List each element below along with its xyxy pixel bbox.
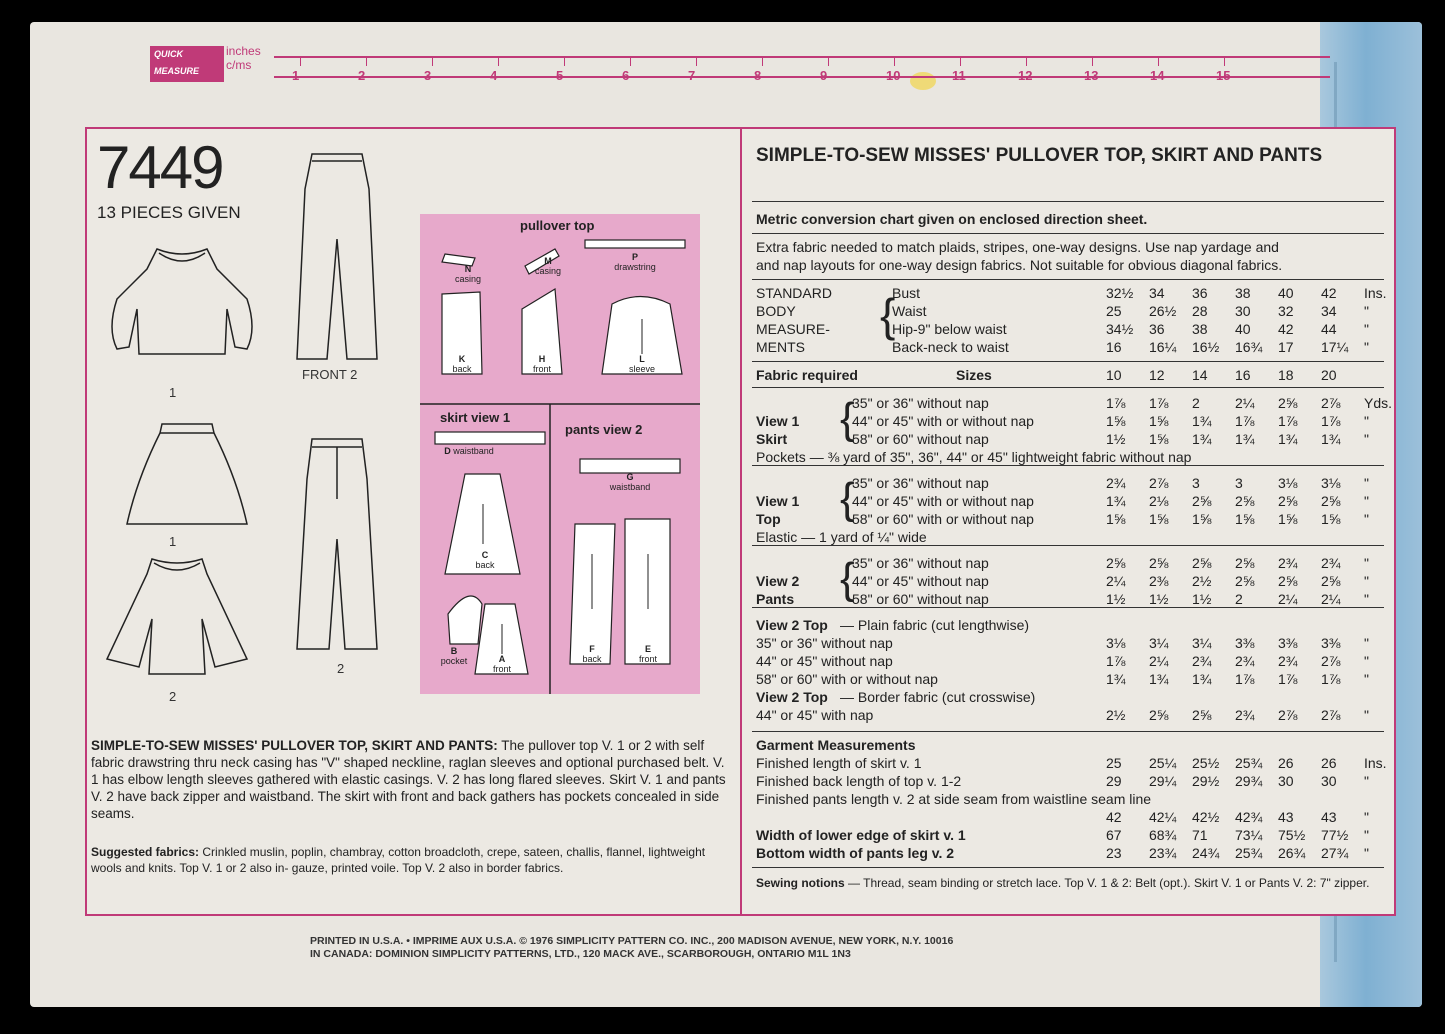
quick-measure-ruler [150, 44, 1330, 100]
pattern-envelope [30, 22, 1422, 1007]
fabric-width: 44" or 45" with or without nap [852, 493, 1034, 509]
value-cell: 2⅞ [1321, 653, 1341, 669]
view-label: View 1 [756, 493, 800, 509]
ruler-tick: 8 [754, 68, 762, 83]
value-cell: 1⅞ [1106, 653, 1126, 669]
garment-row: Bottom width of pants leg v. 2 [756, 845, 955, 861]
value-cell: 3⅜ [1278, 635, 1298, 651]
unit: " [1364, 635, 1369, 651]
value-cell: 1⅝ [1149, 413, 1169, 429]
ruler-unit-inches: inches [226, 44, 261, 58]
chart-rule [752, 465, 1384, 466]
fabric-width: 58" or 60" with or without nap [756, 671, 938, 687]
value-cell: 2¼ [1278, 591, 1298, 607]
ruler-tick: 10 [886, 68, 901, 83]
value-cell: 42 [1321, 285, 1337, 301]
value-cell: 2¾ [1192, 653, 1212, 669]
value-cell: 30 [1235, 303, 1251, 319]
view-label: Top [756, 511, 781, 527]
value-cell: 1½ [1106, 431, 1126, 447]
value-cell: 43 [1321, 809, 1337, 825]
value-cell: 3⅜ [1321, 635, 1341, 651]
value-cell: 1⅝ [1235, 511, 1255, 527]
value-cell: 2⅜ [1149, 573, 1169, 589]
value-cell: 29½ [1192, 773, 1220, 789]
value-cell: 42¾ [1235, 809, 1263, 825]
value-cell: 25 [1106, 755, 1122, 771]
value-cell: 1⅞ [1321, 671, 1341, 687]
ruler-tick: 6 [622, 68, 630, 83]
measure-name: Hip-9" below waist [892, 321, 1007, 337]
value-cell: 36 [1149, 321, 1165, 337]
unit: " [1364, 827, 1369, 843]
ruler-tick: 3 [424, 68, 432, 83]
value-cell: 1½ [1149, 591, 1169, 607]
value-cell: 2¼ [1106, 573, 1126, 589]
ruler-tick: 11 [952, 68, 966, 83]
value-cell: 3⅛ [1321, 475, 1341, 491]
sizes-label: Sizes [956, 367, 992, 383]
value-row [1106, 431, 1369, 447]
body-label: BODY [756, 303, 796, 319]
value-cell: 30 [1278, 773, 1294, 789]
value-row [1106, 339, 1369, 355]
fabric-width: 44" or 45" with nap [756, 707, 874, 723]
value-cell: 44 [1321, 321, 1337, 337]
value-cell: 2¾ [1278, 555, 1298, 571]
chart-rule [752, 607, 1384, 608]
value-cell: 26¾ [1278, 845, 1306, 861]
value-row [1106, 285, 1387, 301]
chart-rule [752, 387, 1384, 388]
value-cell: 2¼ [1149, 653, 1169, 669]
value-cell: 2⅞ [1321, 707, 1341, 723]
body-label: STANDARD [756, 285, 832, 301]
measure-name: Bust [892, 285, 921, 301]
value-cell: 16¼ [1149, 339, 1177, 355]
unit: " [1364, 511, 1369, 527]
ruler-tick: 15 [1216, 68, 1231, 83]
value-cell: 2⅝ [1278, 395, 1298, 411]
garment-row: Finished pants length v. 2 at side seam from waistline seam line [756, 791, 1152, 807]
value-cell: 38 [1235, 285, 1251, 301]
value-row [1106, 845, 1369, 861]
value-cell: 2⅝ [1192, 493, 1212, 509]
value-cell: 1¾ [1192, 431, 1212, 447]
quick-measure-badge: QUICK MEASURE [150, 46, 224, 82]
value-cell: 43 [1278, 809, 1294, 825]
chart-title: SIMPLE-TO-SEW MISSES' PULLOVER TOP, SKIRT AND PANTS [756, 145, 1323, 166]
value-cell: 23 [1106, 845, 1122, 861]
value-cell: 1⅞ [1235, 413, 1255, 429]
value-cell: 29¼ [1149, 773, 1177, 789]
sewing-notions: Sewing notions — Thread, seam binding or stretch lace. Top V. 1 & 2: Belt (opt.). Skirt V. 1 or Pants V. 2: 7" zipper. [756, 876, 1370, 890]
chart-rule [752, 279, 1384, 280]
value-cell: 71 [1192, 827, 1208, 843]
ruler-tick: 4 [490, 68, 498, 83]
value-cell: 3¼ [1192, 635, 1212, 651]
value-cell: 2⅝ [1235, 493, 1255, 509]
value-cell: 68¾ [1149, 827, 1177, 843]
value-cell: 42 [1278, 321, 1294, 337]
value-cell: 77½ [1321, 827, 1349, 843]
value-row [1106, 395, 1392, 411]
value-cell: 2⅞ [1321, 395, 1341, 411]
value-cell: 38 [1192, 321, 1208, 337]
value-cell: 16¾ [1235, 339, 1263, 355]
cut-note: — Border fabric (cut crosswise) [840, 689, 1036, 705]
value-row [1106, 511, 1369, 527]
group-note: Elastic — 1 yard of ¼" wide [756, 529, 927, 545]
brace: { [880, 289, 896, 341]
value-cell: 16½ [1192, 339, 1220, 355]
value-cell: 34½ [1106, 321, 1134, 337]
value-cell: 1⅞ [1235, 671, 1255, 687]
value-cell: 3 [1235, 475, 1243, 491]
value-cell: 2¼ [1321, 591, 1341, 607]
chart-rule [752, 201, 1384, 202]
unit: " [1364, 431, 1369, 447]
fabric-width: 44" or 45" without nap [756, 653, 893, 669]
value-cell: 30 [1321, 773, 1337, 789]
value-cell: 26 [1321, 755, 1337, 771]
copyright-footer: PRINTED IN U.S.A. • IMPRIME AUX U.S.A. © 1976 SIMPLICITY PATTERN CO. INC., 200 MADISON AVENUE, NEW YORK, N.Y. 10016 IN CANADA: DOMINION SIMPLICITY PATTERNS, LTD., 120 MACK AVE., SCARBOROUGH, ONTARIO M1L 1N3 [310, 935, 954, 960]
value-cell: 2¾ [1106, 475, 1126, 491]
value-cell: 1⅝ [1149, 511, 1169, 527]
fabric-width: 35" or 36" without nap [852, 395, 989, 411]
value-cell: 1⅞ [1278, 413, 1298, 429]
value-cell: 42½ [1192, 809, 1220, 825]
value-cell: 1½ [1106, 591, 1126, 607]
value-cell: 3⅛ [1278, 475, 1298, 491]
value-cell: 27¾ [1321, 845, 1349, 861]
unit: " [1364, 671, 1369, 687]
body-label: MEASURE- [756, 321, 830, 337]
value-row [1106, 493, 1369, 509]
value-cell: 16 [1106, 339, 1122, 355]
value-cell: 42 [1106, 809, 1122, 825]
value-cell: 2⅝ [1149, 707, 1169, 723]
unit: " [1364, 321, 1369, 337]
value-cell: 2⅝ [1106, 555, 1126, 571]
ruler-tick: 2 [358, 68, 366, 83]
metric-note: Metric conversion chart given on enclosed direction sheet. [756, 211, 1148, 227]
value-cell: 12 [1149, 367, 1165, 383]
value-cell: 67 [1106, 827, 1122, 843]
value-cell: 25½ [1192, 755, 1220, 771]
value-cell: 26½ [1149, 303, 1177, 319]
garment-row: Finished back length of top v. 1-2 [756, 773, 962, 789]
unit: " [1364, 493, 1369, 509]
value-cell: 24¾ [1192, 845, 1220, 861]
value-cell: 17 [1278, 339, 1294, 355]
brace: { [840, 394, 855, 443]
value-cell: 42¼ [1149, 809, 1177, 825]
value-cell: 18 [1278, 367, 1294, 383]
value-cell: 1⅞ [1106, 395, 1126, 411]
view-label: View 2 [756, 573, 800, 589]
value-cell: 1⅞ [1278, 671, 1298, 687]
value-cell: 14 [1192, 367, 1208, 383]
ruler-tick: 5 [556, 68, 564, 83]
value-cell: 2¼ [1235, 395, 1255, 411]
value-cell: 1⅝ [1106, 413, 1126, 429]
unit: " [1364, 303, 1369, 319]
value-cell: 2½ [1106, 707, 1126, 723]
value-cell: 17¼ [1321, 339, 1349, 355]
unit: " [1364, 573, 1369, 589]
chart-rule [752, 361, 1384, 362]
ruler-tick: 7 [688, 68, 696, 83]
view-label: View 2 Top [756, 689, 828, 705]
value-cell: 40 [1278, 285, 1294, 301]
value-cell: 1¾ [1192, 671, 1212, 687]
value-cell: 2⅝ [1235, 573, 1255, 589]
fabric-width: 58" or 60" with or without nap [852, 511, 1034, 527]
ruler-tick: 1 [292, 68, 300, 83]
value-cell: 2¾ [1321, 555, 1341, 571]
cut-note: — Plain fabric (cut lengthwise) [840, 617, 1030, 633]
value-cell: 32 [1278, 303, 1294, 319]
fabric-width: 35" or 36" without nap [756, 635, 893, 651]
value-cell: 2⅝ [1192, 555, 1212, 571]
value-cell: 2 [1235, 591, 1243, 607]
value-cell: 2⅝ [1192, 707, 1212, 723]
value-cell: 1⅝ [1192, 511, 1212, 527]
value-row [1106, 653, 1369, 669]
value-cell: 73¼ [1235, 827, 1263, 843]
chart-rule [752, 867, 1384, 868]
brace: { [840, 554, 855, 603]
value-cell: 1½ [1192, 591, 1212, 607]
pattern-number: 7449 [97, 134, 223, 201]
value-row [1106, 773, 1369, 789]
unit: " [1364, 339, 1369, 355]
value-cell: 3¼ [1149, 635, 1169, 651]
value-cell: 1¾ [1321, 431, 1341, 447]
fabric-width: 35" or 36" without nap [852, 475, 989, 491]
unit: " [1364, 773, 1369, 789]
unit: " [1364, 845, 1369, 861]
fabric-width: 44" or 45" without nap [852, 573, 989, 589]
value-cell: 3⅜ [1235, 635, 1255, 651]
value-cell: 29¾ [1235, 773, 1263, 789]
view-label: Pants [756, 591, 795, 607]
fabric-width: 58" or 60" without nap [852, 591, 989, 607]
pants-back-illustration [287, 429, 387, 659]
chart-rule [752, 545, 1384, 546]
value-cell: 3 [1192, 475, 1200, 491]
value-cell: 2⅞ [1149, 475, 1169, 491]
value-cell: 10 [1106, 367, 1122, 383]
unit: " [1364, 555, 1369, 571]
top-view1-illustration [97, 229, 267, 359]
value-cell: 1⅝ [1278, 511, 1298, 527]
value-row [1106, 591, 1369, 607]
fabric-width: 35" or 36" without nap [852, 555, 989, 571]
unit: " [1364, 475, 1369, 491]
value-cell: 40 [1235, 321, 1251, 337]
value-cell: 20 [1321, 367, 1337, 383]
chart-rule [752, 233, 1384, 234]
garment-title: Garment Measurements [756, 737, 916, 753]
value-cell: 25¾ [1235, 755, 1263, 771]
description: SIMPLE-TO-SEW MISSES' PULLOVER TOP, SKIRT AND PANTS: The pullover top V. 1 or 2 with self fabric drawstring thru neck casing has "V" shaped neckline, raglan sleeves and optional purchased belt. V. 1 has elbow length sleeves gathered with elastic casings. V. 2 has long flared sleeves. Skirt V. 1 and pants V. 2 have back zipper and waistband. The skirt with front and back gathers has pockets concealed in side seams. [91, 738, 726, 821]
info-panel: 7449 13 PIECES GIVEN 1 FRONT 2 1 2 2 pullover top N casing M casing P drawstring K back H front L sleeve skirt view 1 pants view 2 D waistband C back B pocket A front G waistband F back E front SIMPLE-TO-SEW MISSES' PULLOVER TOP, SKIRT AND PANTS: The pullover top V. 1 or 2 with self fabric drawstring thru neck casing has "V" shaped neckline, raglan sleeves and optional purchased belt. V. 1 has elbow length sleeves gathered with elastic casings. V. 2 has long flared sleeves. Skirt V. 1 and pants V. 2 have back zipper and waistband. The skirt with front and back gathers has pockets concealed in side seams. Suggested fabrics: Crinkled muslin, poplin, chambray, cotton broadcloth, crepe, sateen, challis, flannel, lightweight wools and knits. Top V. 1 or 2 also in- gauze, printed voile. Top V. 2 also in border fabrics. SIMPLE-TO-SEW MISSES' PULLOVER TOP, SKIRT AND PANTS Metric conversion chart given on enclosed direction sheet. Extra fabric needed to match plaids, stripes, one-way designs. Use nap yardage and and nap layouts for one-way design fabrics. Not suitable for obvious diagonal fabrics. STANDARD BODY MEASURE- MENTS { Bust 32½ 34 36 38 40 42 Ins. Waist 25 26½ 28 30 32 34 " Hip-9" below waist 34½ 36 38 40 42 44 " Back-neck to waist 16 16¼ 16½ 16¾ 17 17¼ " Fabric required Sizes 10 12 14 16 18 20 View 1 Skirt { 35" or 36" without nap 1⅞ 1⅞ 2 2¼ 2⅝ 2⅞ Yds. 44" or 45" with or without nap 1⅝ 1⅝ 1¾ 1⅞ 1⅞ 1⅞ " 58" or 60" without nap 1½ 1⅝ 1¾ 1¾ 1¾ 1¾ " Pockets — ⅜ yard of 35", 36", 44" or 45" lightweight fabric without nap View 1 Top { 35" or 36" without nap 2¾ 2⅞ 3 3 3⅛ 3⅛ " 44" or 45" with or without nap 1¾ 2⅛ 2⅝ 2⅝ 2⅝ 2⅝ " 58" or 60" with or without nap 1⅝ 1⅝ 1⅝ 1⅝ 1⅝ 1⅝ " Elastic — 1 yard of ¼" wide View 2 Pants { 35" or 36" without nap 2⅝ 2⅝ 2⅝ 2⅝ 2¾ 2¾ " 44" or 45" without nap 2¼ 2⅜ 2½ 2⅝ 2⅝ 2⅝ " 58" or 60" without nap 1½ 1½ 1½ 2 2¼ 2¼ " View 2 Top — Plain fabric (cut lengthwise) 35" or 36" without nap 3⅛ 3¼ 3¼ 3⅜ 3⅜ 3⅜ " 44" or 45" without nap 1⅞ 2¼ 2¾ 2¾ 2¾ 2⅞ " 58" or 60" with or without nap 1¾ 1¾ 1¾ 1⅞ 1⅞ 1⅞ " View 2 Top — Border fabric (cut crosswise) 44" or 45" with nap 2½ 2⅝ 2⅝ 2¾ 2⅞ 2⅞ " Garment Measurements Finished length of skirt v. 1 25 25¼ 25½ 25¾ 26 26 Ins. Finished back length of top v. 1-2 29 29¼ 29½ 29¾ 30 30 " Finished pants length v. 2 at side seam from waistline seam line 42 42¼ 42½ 42¾ 43 43 " Width of lower edge of skirt v. 1 67 68¾ 71 73¼ 75½ 77½ " Bottom width of pants leg v. 2 23 23¾ 24¾ 25¾ 26¾ 27¾ " Sewing notions — Thread, seam binding or stretch lace. Top V. 1 & 2: Belt (opt.). Skirt V. 1 or Pants V. 2: 7" zipper. [85, 127, 1396, 916]
value-cell: 34 [1149, 285, 1165, 301]
value-cell: 2⅝ [1321, 493, 1341, 509]
value-cell: 28 [1192, 303, 1208, 319]
fabric-required-label: Fabric required [756, 367, 858, 383]
value-row [1106, 413, 1369, 429]
measure-name: Back-neck to waist [892, 339, 1009, 355]
value-cell: 2 [1192, 395, 1200, 411]
value-cell: 1¾ [1192, 413, 1212, 429]
value-cell: 2⅞ [1278, 707, 1298, 723]
value-row [1106, 555, 1369, 571]
value-cell: 25 [1106, 303, 1122, 319]
value-cell: 23¾ [1149, 845, 1177, 861]
ruler-unit-cm: c/ms [226, 58, 252, 72]
value-cell: 1⅞ [1321, 413, 1341, 429]
value-cell: 1⅞ [1149, 395, 1169, 411]
extra-fabric-note: Extra fabric needed to match plaids, stripes, one-way designs. Use nap yardage and [756, 239, 1279, 255]
value-cell: 2⅝ [1278, 573, 1298, 589]
ruler-tick: 9 [820, 68, 828, 83]
value-cell: 1⅝ [1106, 511, 1126, 527]
extra-fabric-note: and nap layouts for one-way design fabrics. Not suitable for obvious diagonal fabrics. [756, 257, 1283, 273]
value-row [1106, 367, 1364, 383]
suggested-fabrics: Suggested fabrics: Crinkled muslin, poplin, chambray, cotton broadcloth, crepe, sateen, challis, flannel, lightweight wools and knits. Top V. 1 or 2 also in- gauze, printed voile. Top V. 2 also in border fabrics. [91, 845, 706, 875]
fabric-width: 44" or 45" with or without nap [852, 413, 1034, 429]
value-row [1106, 303, 1369, 319]
value-cell: 29 [1106, 773, 1122, 789]
unit: " [1364, 707, 1369, 723]
value-cell: 25¾ [1235, 845, 1263, 861]
value-cell: 2⅛ [1149, 493, 1169, 509]
value-cell: 2¾ [1235, 653, 1255, 669]
chart-rule [752, 731, 1384, 732]
unit: Ins. [1364, 285, 1387, 301]
value-cell: 26 [1278, 755, 1294, 771]
unit: " [1364, 653, 1369, 669]
value-cell: 1¾ [1106, 671, 1126, 687]
value-cell: 1⅝ [1321, 511, 1341, 527]
value-cell: 32½ [1106, 285, 1134, 301]
skirt-view1-illustration [122, 419, 252, 529]
pants-front-illustration [287, 129, 387, 369]
value-cell: 2½ [1192, 573, 1212, 589]
value-cell: 1¾ [1278, 431, 1298, 447]
value-cell: 25¼ [1149, 755, 1177, 771]
value-cell: 2¾ [1235, 707, 1255, 723]
fabric-width: 58" or 60" without nap [852, 431, 989, 447]
pieces-given: 13 PIECES GIVEN [97, 203, 241, 222]
ruler-tick: 14 [1150, 68, 1165, 83]
value-row [1106, 573, 1369, 589]
value-cell: 16 [1235, 367, 1251, 383]
view-label: Skirt [756, 431, 788, 447]
value-cell: 1¾ [1106, 493, 1126, 509]
value-cell: 2⅝ [1149, 555, 1169, 571]
measure-name: Waist [892, 303, 927, 319]
value-row [1106, 635, 1369, 651]
ruler-tick: 13 [1084, 68, 1099, 83]
garment-row: Width of lower edge of skirt v. 1 [756, 827, 966, 843]
view-label: View 2 Top [756, 617, 828, 633]
garment-row: Finished length of skirt v. 1 [756, 755, 922, 771]
value-cell: 1¾ [1235, 431, 1255, 447]
unit: " [1364, 413, 1369, 429]
top-view2-illustration [97, 549, 257, 679]
unit: Yds. [1364, 395, 1393, 411]
group-note: Pockets — ⅜ yard of 35", 36", 44" or 45" lightweight fabric without nap [756, 449, 1192, 465]
value-row [1106, 707, 1369, 723]
pattern-layout: pullover top N casing M casing P drawstring K back H front L sleeve skirt view 1 pants view 2 D waistband C back B pocket A front G waistband F back E front [420, 214, 700, 694]
value-cell: 2⅝ [1235, 555, 1255, 571]
value-cell: 2⅝ [1278, 493, 1298, 509]
value-cell: 36 [1192, 285, 1208, 301]
value-cell: 1¾ [1149, 671, 1169, 687]
unit: Ins. [1364, 755, 1387, 771]
value-row [1106, 475, 1369, 491]
unit: " [1364, 809, 1369, 825]
body-label: MENTS [756, 339, 805, 355]
value-cell: 75½ [1278, 827, 1306, 843]
value-row [1106, 321, 1369, 337]
value-cell: 2¾ [1278, 653, 1298, 669]
unit: " [1364, 591, 1369, 607]
view-label: View 1 [756, 413, 800, 429]
value-row [1106, 809, 1369, 825]
value-cell: 3⅛ [1106, 635, 1126, 651]
value-cell: 34 [1321, 303, 1337, 319]
value-row [1106, 827, 1369, 843]
brace: { [840, 474, 855, 523]
ruler-tick: 12 [1018, 68, 1033, 83]
value-cell: 2⅝ [1321, 573, 1341, 589]
value-cell: 1⅝ [1149, 431, 1169, 447]
value-row [1106, 755, 1387, 771]
value-row [1106, 671, 1369, 687]
